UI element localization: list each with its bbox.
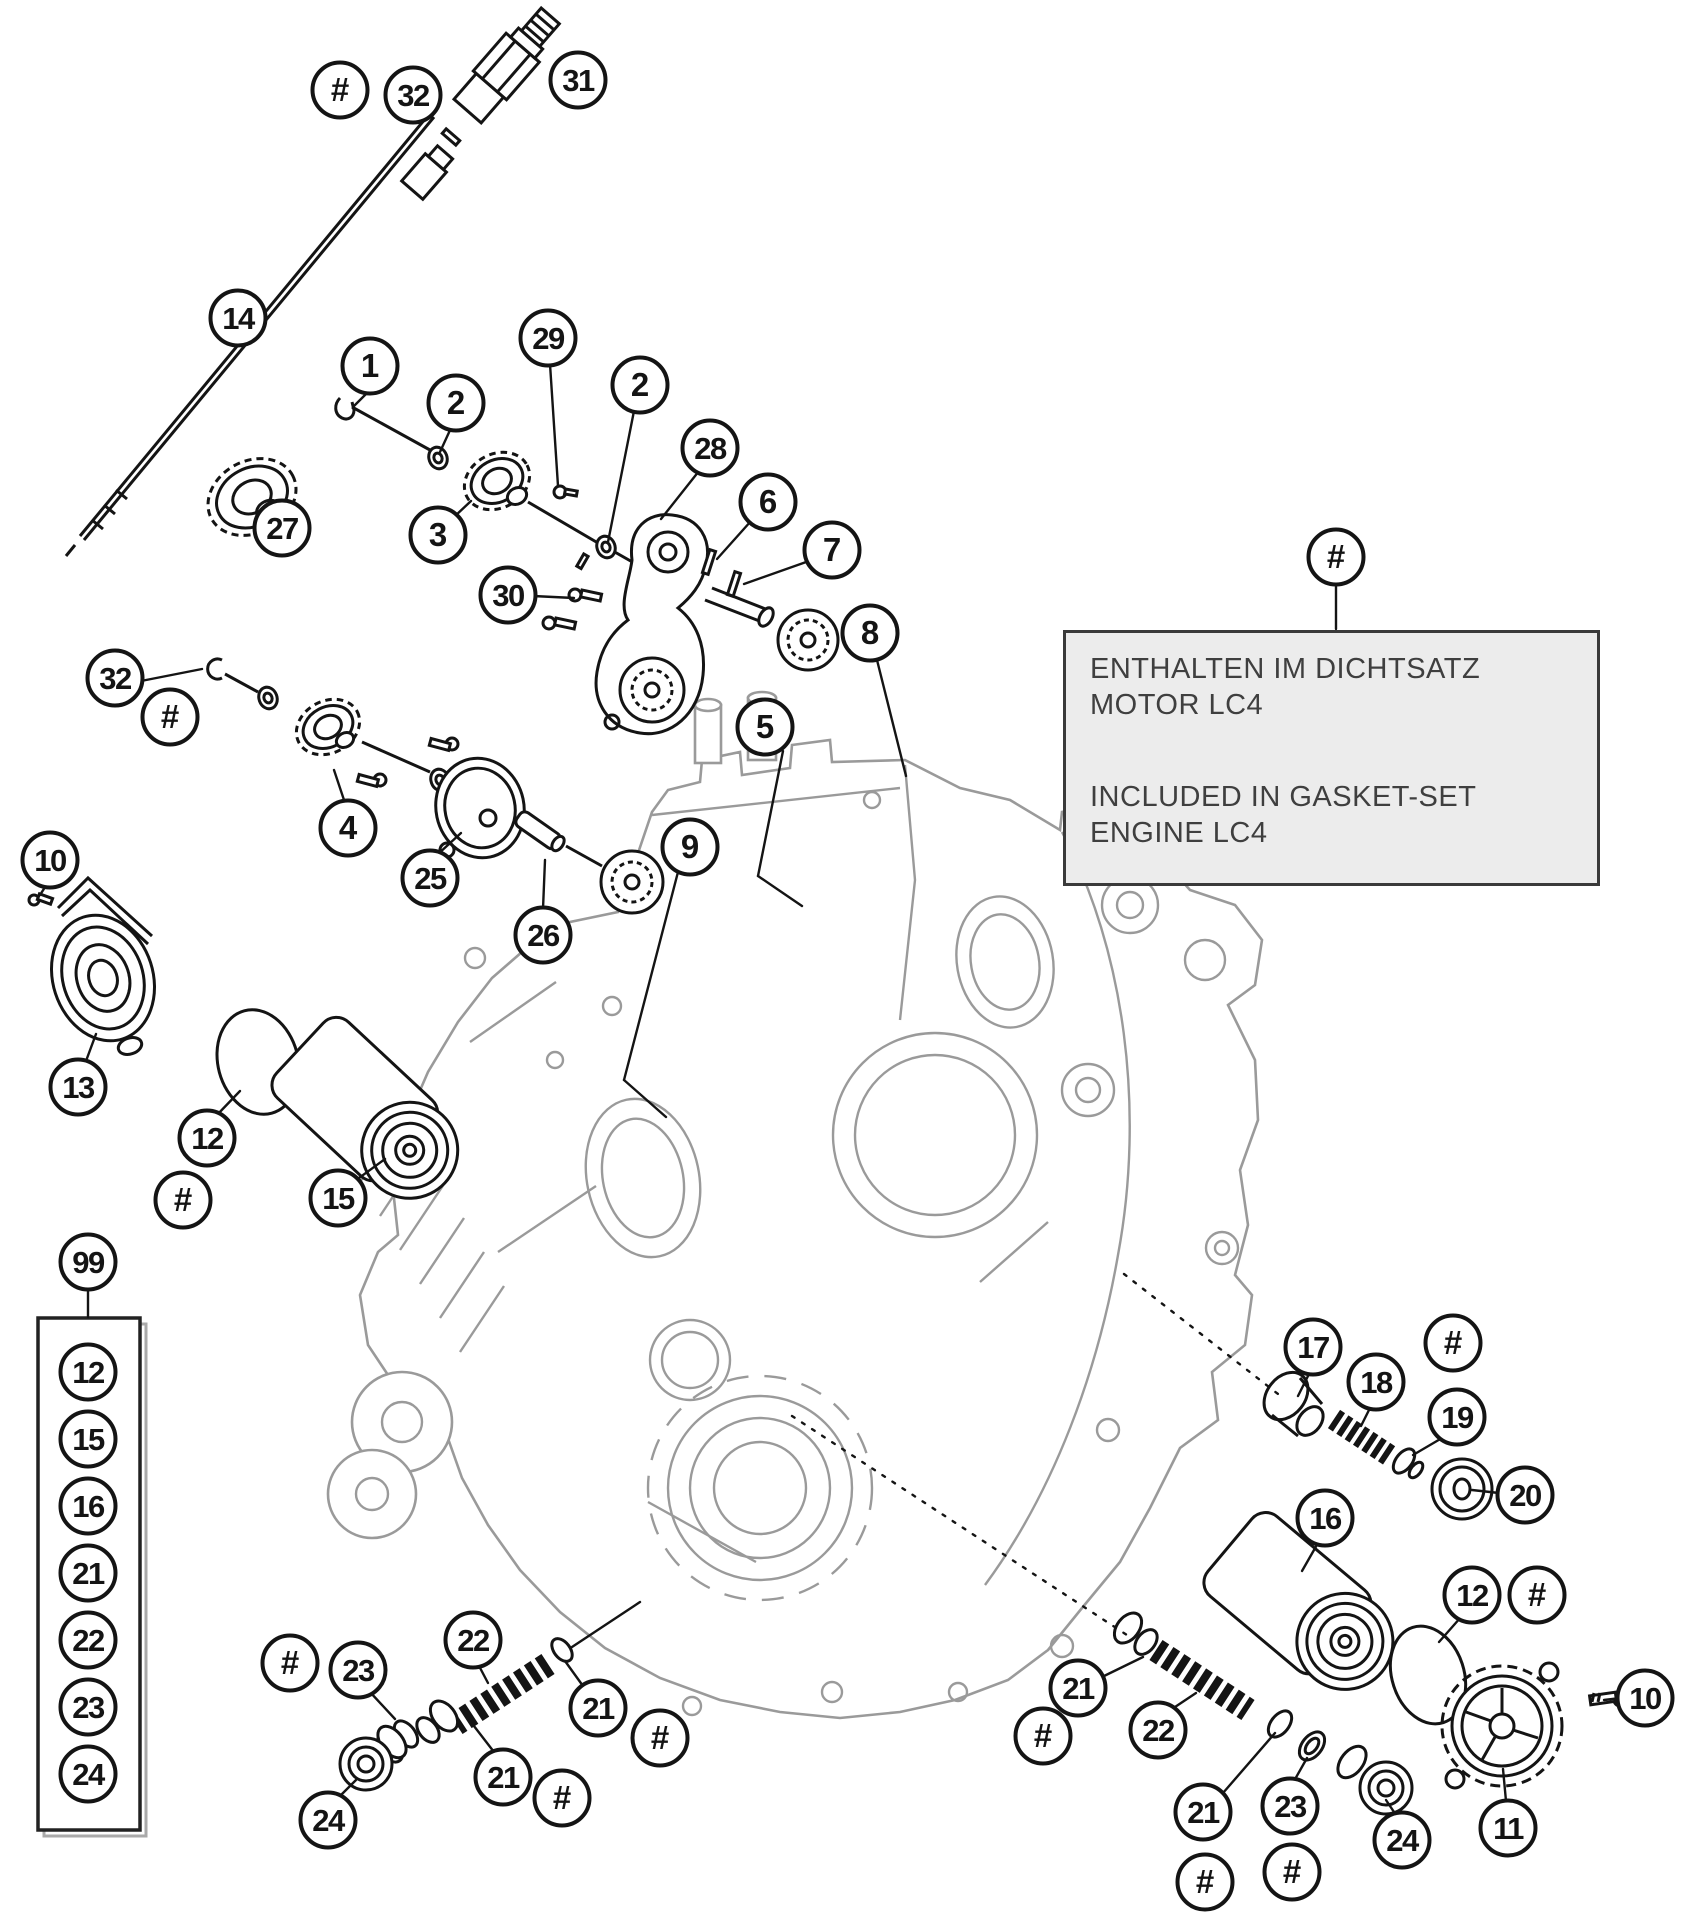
- gasket-note-box: [1063, 630, 1600, 886]
- callout-text: 21: [1187, 1795, 1219, 1830]
- callout-9: [663, 820, 718, 875]
- callout-99: [61, 1235, 116, 1290]
- pin: [577, 554, 588, 569]
- leader-line: [1223, 1733, 1275, 1793]
- callout-24: [1375, 1813, 1430, 1868]
- retainer-pin: [336, 398, 354, 419]
- callout-text: 5: [755, 708, 775, 745]
- callout-#: [156, 1173, 211, 1228]
- callout-#: [1265, 1845, 1320, 1900]
- callout-21: [1176, 1785, 1231, 1840]
- callout-text: 4: [338, 809, 358, 846]
- callout-text: #: [1527, 1576, 1547, 1613]
- leader-line: [86, 1034, 96, 1061]
- circlip-32: [208, 659, 222, 679]
- oil-filter-right-group: [1197, 1505, 1626, 1788]
- leader-line: [141, 669, 202, 681]
- callout-#: [1178, 1855, 1233, 1910]
- callout-text: 28: [694, 431, 726, 466]
- pin-7: [727, 572, 740, 597]
- leader-line: [550, 364, 558, 486]
- callout-30: [481, 568, 536, 623]
- callout-22: [1131, 1703, 1186, 1758]
- callout-text: 99: [72, 1245, 104, 1280]
- leader-line: [661, 471, 699, 519]
- callout-#: [633, 1711, 688, 1766]
- callout-18: [1349, 1355, 1404, 1410]
- callout-24: [61, 1747, 116, 1802]
- callout-text: 32: [397, 78, 429, 113]
- oil-pump-upper-assembly: [194, 398, 838, 734]
- callout-text: 22: [457, 1623, 489, 1658]
- callout-23: [331, 1643, 386, 1698]
- callout-24: [301, 1793, 356, 1848]
- callout-text: 31: [562, 63, 594, 98]
- leader-line: [565, 1661, 583, 1686]
- plug-24: [1332, 1741, 1412, 1814]
- callout-text: 17: [1297, 1330, 1329, 1365]
- callout-3: [411, 508, 466, 563]
- callout-#: [263, 1636, 318, 1691]
- callout-text: 14: [222, 301, 254, 336]
- washer: [548, 1635, 577, 1665]
- callout-text: 2: [446, 384, 466, 421]
- callout-text: 21: [582, 1691, 614, 1726]
- callout-text: 11: [1493, 1811, 1523, 1846]
- callout-text: 12: [1456, 1578, 1488, 1613]
- callout-text: 12: [191, 1121, 223, 1156]
- leader-line: [1102, 1657, 1143, 1677]
- callout-text: 12: [72, 1355, 104, 1390]
- callout-text: #: [1326, 538, 1346, 575]
- callout-2: [613, 358, 668, 413]
- washer: [594, 534, 618, 561]
- callout-text: #: [330, 71, 350, 108]
- callout-8: [843, 606, 898, 661]
- leader-line: [877, 660, 906, 776]
- oil-pump-body-and-filter-left: [29, 878, 480, 1221]
- callout-12: [1445, 1568, 1500, 1623]
- callout-31: [551, 53, 606, 108]
- callout-20: [1498, 1468, 1553, 1523]
- note-en-line2: ENGINE LC4: [1090, 817, 1268, 849]
- callout-27: [255, 501, 310, 556]
- callout-text: 23: [1274, 1789, 1306, 1824]
- callout-#: [143, 690, 198, 745]
- callout-text: 29: [532, 321, 564, 356]
- o-ring-19: [1389, 1445, 1419, 1477]
- callout-12: [180, 1111, 235, 1166]
- callout-10: [23, 833, 78, 888]
- callout-5: [738, 700, 793, 755]
- leader-line: [608, 411, 634, 542]
- callout-text: 24: [72, 1757, 104, 1792]
- callout-text: 10: [34, 843, 66, 878]
- callout-11: [1481, 1801, 1536, 1856]
- callout-text: #: [1033, 1717, 1053, 1754]
- callout-1: [343, 339, 398, 394]
- leader-line: [717, 521, 751, 559]
- pump-screws-30: [543, 589, 602, 629]
- callout-text: 9: [680, 828, 700, 865]
- callout-text: 7: [822, 531, 842, 568]
- callout-text: 1: [360, 347, 380, 384]
- callout-text: 16: [1309, 1501, 1341, 1536]
- callout-23: [61, 1680, 116, 1735]
- leader-line: [1413, 1438, 1442, 1455]
- callout-text: 22: [1142, 1713, 1174, 1748]
- leader-line: [334, 770, 345, 803]
- callout-28: [683, 421, 738, 476]
- callout-21: [61, 1546, 116, 1601]
- pump-rotor-9: [601, 851, 663, 913]
- callout-text: 24: [312, 1803, 344, 1838]
- callout-#: [535, 1771, 590, 1826]
- callout-#: [1016, 1709, 1071, 1764]
- callout-text: 27: [266, 511, 298, 546]
- callout-4: [321, 801, 376, 856]
- callout-21: [476, 1750, 531, 1805]
- callout-text: 2: [630, 366, 650, 403]
- callout-19: [1430, 1390, 1485, 1445]
- callout-21: [1051, 1661, 1106, 1716]
- callout-14: [211, 291, 266, 346]
- callout-text: 13: [62, 1070, 94, 1105]
- callout-text: 26: [527, 918, 559, 953]
- callout-32: [88, 651, 143, 706]
- oil-pump-body-13: [36, 878, 171, 1057]
- pump-shaft: [705, 588, 776, 629]
- callout-text: 25: [414, 861, 446, 896]
- callout-17: [1286, 1320, 1341, 1375]
- washer: [256, 685, 280, 712]
- callout-text: 18: [1360, 1365, 1392, 1400]
- callout-text: 32: [99, 661, 131, 696]
- note-de-line2: MOTOR LC4: [1090, 689, 1264, 721]
- callout-#: [1510, 1568, 1565, 1623]
- callout-6: [741, 475, 796, 530]
- callout-23: [1263, 1779, 1318, 1834]
- callout-text: 16: [72, 1489, 104, 1524]
- oil-pressure-sensor: [451, 1, 567, 125]
- pump-drive-gear: [454, 441, 539, 521]
- note-en-line1: INCLUDED IN GASKET-SET: [1090, 781, 1477, 813]
- callout-text: 30: [492, 578, 524, 613]
- spring-22: [1156, 1650, 1248, 1710]
- sensor-adapter: [402, 143, 456, 199]
- callout-text: #: [160, 698, 180, 735]
- leader-line: [467, 1717, 494, 1752]
- callout-text: 10: [1629, 1681, 1661, 1716]
- callout-text: #: [1195, 1863, 1215, 1900]
- leader-line: [543, 860, 545, 909]
- callout-text: 8: [860, 614, 880, 651]
- note-de-line1: ENTHALTEN IM DICHTSATZ: [1090, 653, 1481, 685]
- callout-text: 15: [322, 1181, 354, 1216]
- callout-text: #: [173, 1181, 193, 1218]
- callout-#: [1309, 530, 1364, 585]
- callout-22: [446, 1613, 501, 1668]
- callout-text: 19: [1441, 1400, 1473, 1435]
- callout-text: 21: [72, 1556, 104, 1591]
- callout-text: 23: [342, 1653, 374, 1688]
- callout-#: [313, 63, 368, 118]
- callout-16: [61, 1479, 116, 1534]
- callout-text: 15: [72, 1422, 104, 1457]
- plug-20: [1432, 1459, 1492, 1519]
- callout-text: 21: [1062, 1671, 1094, 1706]
- callout-7: [805, 523, 860, 578]
- leader-line: [744, 561, 809, 584]
- callout-text: #: [1443, 1324, 1463, 1361]
- callout-text: #: [280, 1644, 300, 1681]
- callout-text: #: [1282, 1853, 1302, 1890]
- leader-line: [370, 1692, 395, 1719]
- callout-text: 3: [428, 516, 448, 553]
- callout-26: [516, 908, 571, 963]
- callout-15: [311, 1171, 366, 1226]
- callout-22: [61, 1613, 116, 1668]
- callout-12: [61, 1345, 116, 1400]
- callout-text: #: [650, 1719, 670, 1756]
- callout-21: [571, 1681, 626, 1736]
- pump-rotor-8: [778, 610, 838, 670]
- spring-22: [456, 1664, 548, 1724]
- callout-25: [403, 851, 458, 906]
- washer-23: [1264, 1707, 1297, 1742]
- callout-text: #: [552, 1779, 572, 1816]
- callout-#: [1426, 1316, 1481, 1371]
- callout-text: 6: [758, 483, 778, 520]
- callout-text: 22: [72, 1623, 104, 1658]
- callout-29: [521, 311, 576, 366]
- callout-13: [51, 1060, 106, 1115]
- callout-text: 23: [72, 1690, 104, 1725]
- callout-16: [1298, 1491, 1353, 1546]
- callout-text: 20: [1509, 1478, 1541, 1513]
- callout-2: [429, 376, 484, 431]
- pump-gear-4: [287, 689, 370, 766]
- callout-32: [386, 68, 441, 123]
- callout-10: [1618, 1671, 1673, 1726]
- callout-text: 24: [1386, 1823, 1418, 1858]
- callout-text: 21: [487, 1760, 519, 1795]
- callout-15: [61, 1412, 116, 1467]
